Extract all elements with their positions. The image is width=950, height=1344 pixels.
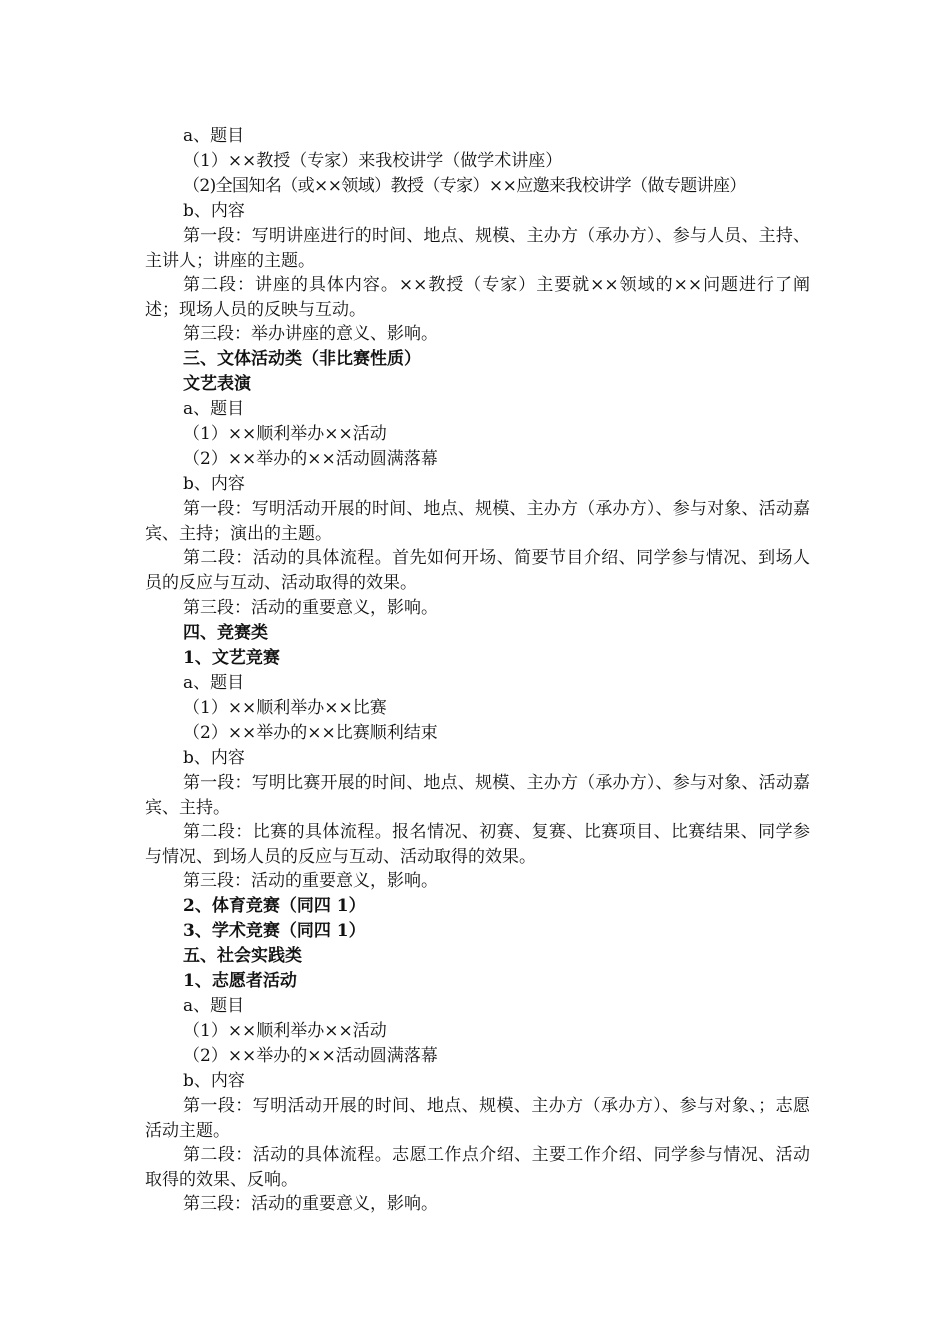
section-heading: 五、社会实践类 [183,946,302,966]
paragraph: 第三段：活动的重要意义，影响。 [183,871,438,891]
title-option: （2)全国知名（或××领域）教授（专家）××应邀来我校讲学（做专题讲座） [183,176,746,196]
paragraph: 第二段：活动的具体流程。志愿工作点介绍、主要工作介绍、同学参与情况、活动取得的效果、反响。 [145,1145,810,1190]
title-option: （2）××举办的××比赛顺利结束 [183,723,438,743]
section-heading: 四、竞赛类 [183,623,268,643]
list-item-label: b、内容 [183,201,245,221]
subsection-heading: 2、体育竞赛（同四 1） [183,896,366,916]
title-option: （1）××教授（专家）来我校讲学（做学术讲座） [183,151,563,171]
list-item-label: a、题目 [183,996,245,1016]
paragraph: 第三段：活动的重要意义，影响。 [183,598,438,618]
title-option: （2）××举办的××活动圆满落幕 [183,1046,438,1066]
subsection-heading: 3、学术竞赛（同四 1） [183,921,366,941]
paragraph: 第一段：写明活动开展的时间、地点、规模、主办方（承办方）、参与对象、；志愿活动主题。 [145,1096,810,1141]
list-item-label: b、内容 [183,474,245,494]
paragraph: 第二段：活动的具体流程。首先如何开场、简要节目介绍、同学参与情况、到场人员的反应与互动、活动取得的效果。 [145,548,810,593]
list-item-label: a、题目 [183,126,245,146]
subsection-heading: 文艺表演 [183,374,251,394]
subsection-heading: 1、文艺竞赛 [183,648,280,668]
paragraph: 第二段：讲座的具体内容。××教授（专家）主要就××领域的××问题进行了阐述；现场人员的反映与互动。 [145,275,810,320]
paragraph: 第一段：写明活动开展的时间、地点、规模、主办方（承办方）、参与对象、活动嘉宾、主持；演出的主题。 [145,499,810,544]
list-item-label: a、题目 [183,673,245,693]
paragraph: 第三段：举办讲座的意义、影响。 [183,324,438,344]
paragraph: 第二段：比赛的具体流程。报名情况、初赛、复赛、比赛项目、比赛结果、同学参与情况、到场人员的反应与互动、活动取得的效果。 [145,822,810,867]
title-option: （2）××举办的××活动圆满落幕 [183,449,438,469]
list-item-label: b、内容 [183,1071,245,1091]
subsection-heading: 1、志愿者活动 [183,971,297,991]
list-item-label: b、内容 [183,748,245,768]
title-option: （1）××顺利举办××比赛 [183,698,387,718]
paragraph: 第三段：活动的重要意义，影响。 [183,1194,438,1214]
section-heading: 三、文体活动类（非比赛性质） [183,349,421,369]
paragraph: 第一段：写明比赛开展的时间、地点、规模、主办方（承办方）、参与对象、活动嘉宾、主持。 [145,773,810,818]
title-option: （1）××顺利举办××活动 [183,424,387,444]
list-item-label: a、题目 [183,399,245,419]
paragraph: 第一段：写明讲座进行的时间、地点、规模、主办方（承办方）、参与人员、主持、主讲人；讲座的主题。 [145,226,810,271]
title-option: （1）××顺利举办××活动 [183,1021,387,1041]
